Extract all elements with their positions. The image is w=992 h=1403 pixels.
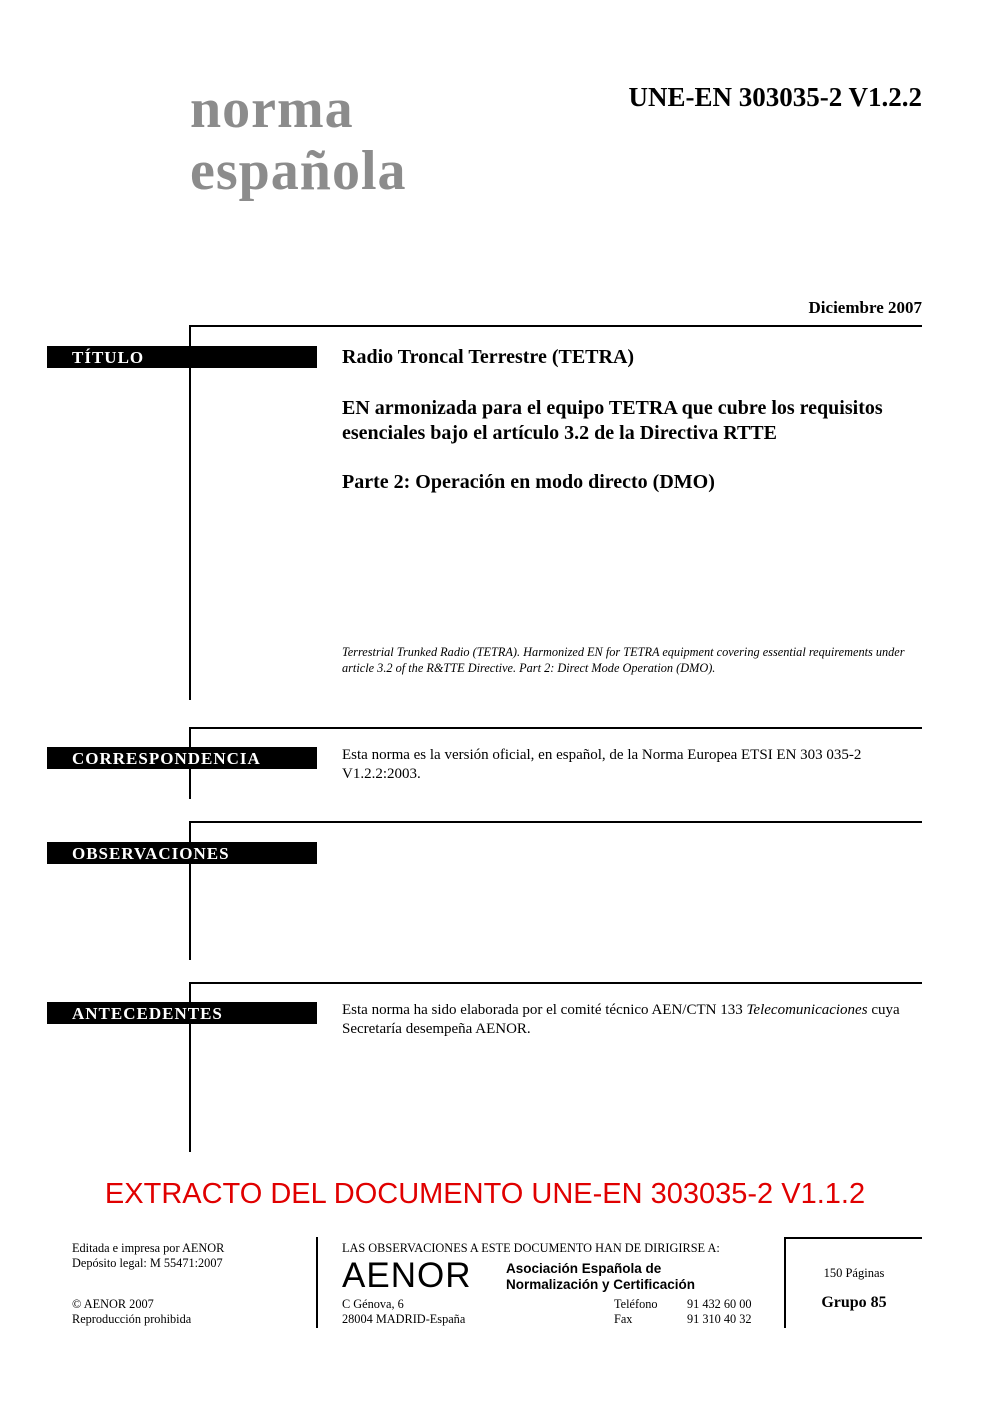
pages-box-top-rule: [784, 1237, 922, 1239]
observaciones-label: OBSERVACIONES: [47, 842, 317, 864]
fax-label: Fax: [614, 1312, 633, 1326]
english-title: Terrestrial Trunked Radio (TETRA). Harmonized EN for TETRA equipment covering essential requirements under article 3.2 of the R&TTE Directive. Part 2: Direct Mode Operation (DMO).: [342, 645, 905, 675]
extract-notice: EXTRACTO DEL DOCUMENTO UNE-EN 303035-2 V1.1.2: [104, 1178, 866, 1210]
title-line-3: Parte 2: Operación en modo directo (DMO): [342, 471, 715, 493]
aenor-association: [506, 1261, 695, 1293]
footer-copyright: © AENOR 2007: [72, 1297, 154, 1311]
aenor-logo: AENOR: [342, 1256, 472, 1295]
brand-line-2: española: [190, 140, 407, 202]
address-line-2: 28004 MADRID-España: [342, 1312, 466, 1326]
page-count: 150 Páginas: [823, 1266, 885, 1280]
antecedentes-top-rule: [189, 982, 922, 984]
titulo-top-rule: [189, 325, 922, 327]
footer-reproduction: Reproducción prohibida: [72, 1312, 192, 1326]
footer-deposit: Depósito legal: M 55471:2007: [72, 1256, 223, 1270]
phone-label: Teléfono: [614, 1297, 658, 1311]
antecedentes-text: [342, 1001, 927, 1039]
publication-date: Diciembre 2007: [808, 298, 922, 317]
address-line-1: C Génova, 6: [342, 1297, 404, 1311]
title-line-2: EN armonizada para el equipo TETRA que cubre los requisitos esenciales bajo el artículo 3.2 de la Directiva RTTE: [342, 397, 883, 444]
observations-header: LAS OBSERVACIONES A ESTE DOCUMENTO HAN DE DIRIGIRSE A:: [342, 1241, 720, 1255]
assoc-line-2: Normalización y Certificación: [506, 1277, 696, 1292]
price-group: Grupo 85: [821, 1294, 887, 1311]
antecedentes-committee-name: Telecomunicaciones: [746, 1002, 868, 1018]
title-line-1: Radio Troncal Terrestre (TETRA): [342, 346, 635, 368]
correspondencia-top-rule: [189, 727, 922, 729]
standard-code: UNE-EN 303035-2 V1.2.2: [628, 82, 922, 112]
pages-box-side-rule: [784, 1237, 786, 1328]
antecedentes-text-end: cuya Secretaría desempeña AENOR.: [342, 1002, 900, 1037]
phone-value: 91 432 60 00: [687, 1297, 752, 1311]
antecedentes-text-start: Esta norma ha sido elaborada por el comité técnico AEN/CTN 133: [342, 1002, 747, 1018]
antecedentes-label: ANTECEDENTES: [47, 1002, 317, 1024]
brand-line-1: norma: [190, 78, 354, 140]
titulo-side-rule: [189, 325, 191, 700]
correspondencia-text: Esta norma es la versión oficial, en español, de la Norma Europea ETSI EN 303 035-2 V1.2.2:2003.: [342, 747, 862, 782]
observaciones-top-rule: [189, 821, 922, 823]
assoc-line-1: Asociación Española de: [506, 1261, 662, 1276]
fax-value: 91 310 40 32: [687, 1312, 752, 1326]
footer-divider-left: [316, 1237, 318, 1328]
titulo-label: TÍTULO: [47, 346, 317, 368]
correspondencia-label: CORRESPONDENCIA: [47, 747, 317, 769]
footer-edited: Editada e impresa por AENOR: [72, 1241, 225, 1255]
